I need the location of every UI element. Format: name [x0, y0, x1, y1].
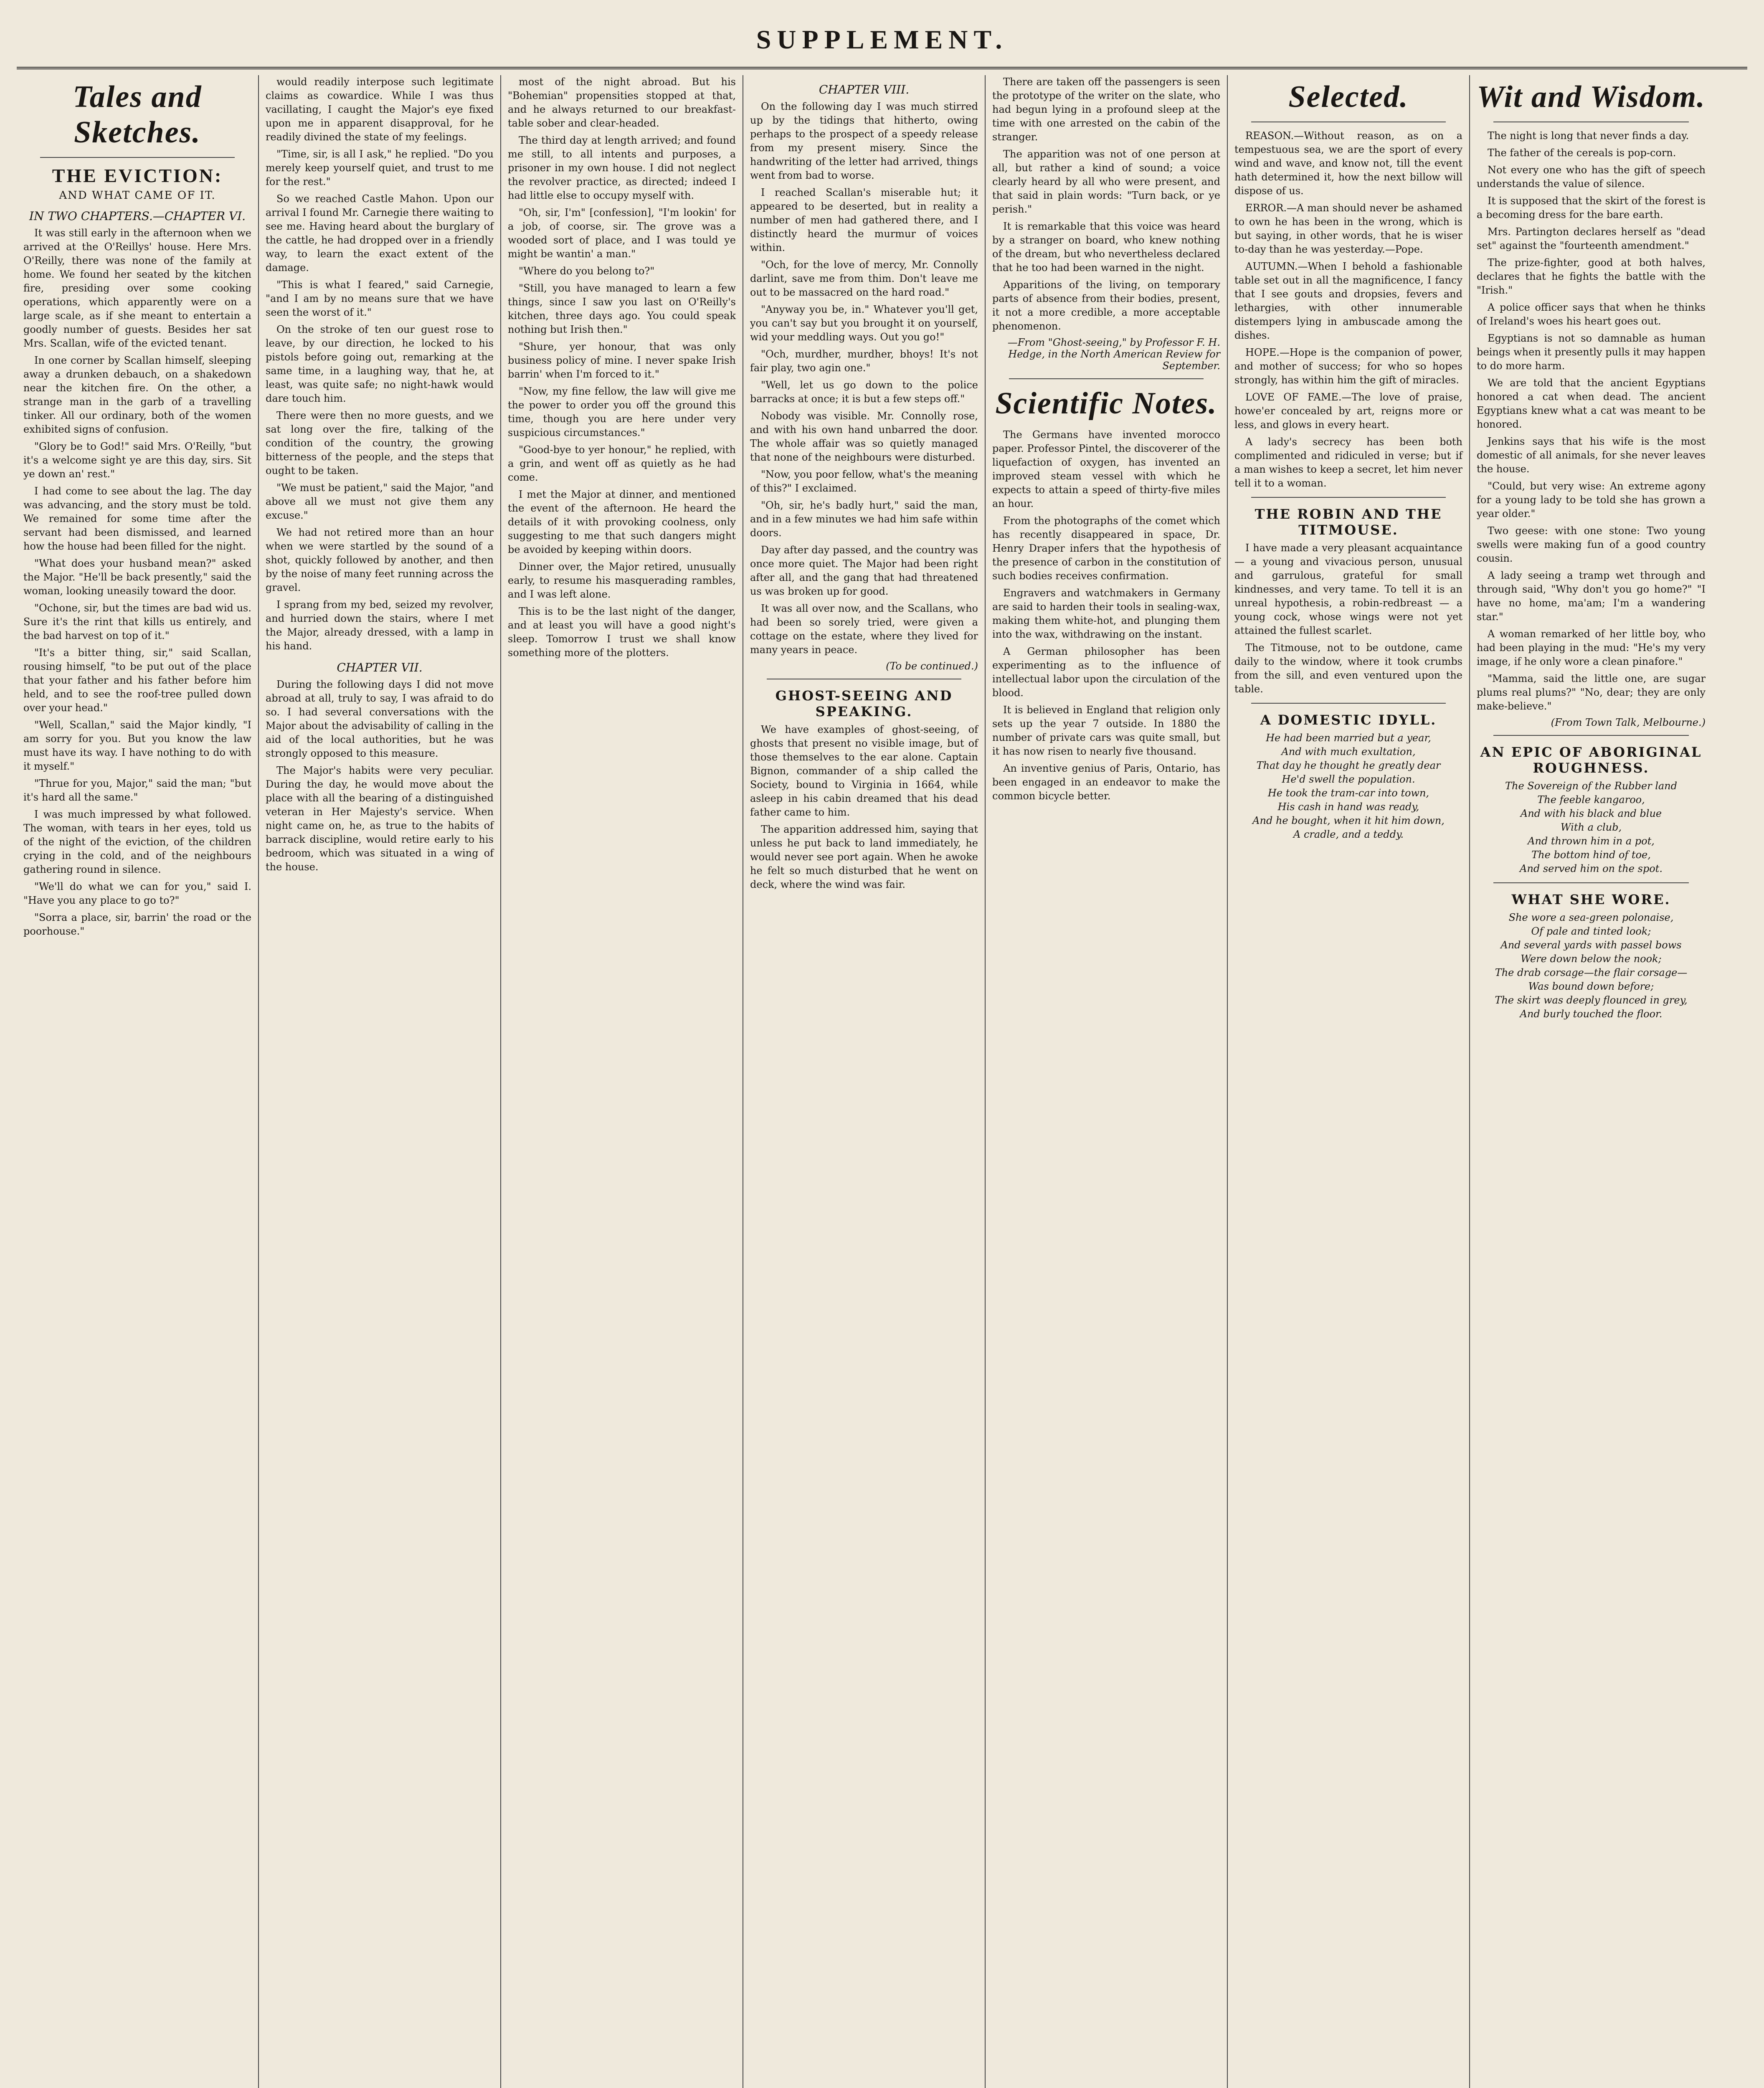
divider	[1009, 378, 1204, 379]
paragraph: The Germans have invented morocco paper. Professor Pintel, the discoverer of the liquefaction of oxygen, has invented an improved steam vessel with which he expects to attain a speed of thirty-five miles an hour.	[992, 429, 1220, 509]
paragraph: AUTUMN.—When I behold a fashionable table set out in all the magnificence, I fancy that I see gouts and dropsies, fevers and lethargies, with other innumerable distempers lying in ambuscade among the dishes.	[1234, 261, 1462, 341]
poem-line: And burly touched the floor.	[1520, 1008, 1663, 1020]
paragraph: I had come to see about the lag. The day was advancing, and the story must be told. We remained for some time after the servant had been dismissed, and learned how the house had been filled for the night.	[23, 485, 251, 552]
poem-line: And thrown him in a pot,	[1528, 835, 1655, 847]
paragraph: The Titmouse, not to be outdone, came daily to the window, where it took crumbs from the sill, and even ventured upon the table.	[1234, 642, 1462, 695]
paragraph: "Sorra a place, sir, barrin' the road or the poorhouse."	[23, 912, 251, 937]
paragraph: The father of the cereals is pop-corn.	[1488, 147, 1676, 159]
column-2	[259, 75, 501, 2088]
column-1	[17, 75, 259, 2088]
paragraph: "What does your husband mean?" asked the Major. "He'll be back presently," said the woman, looking uneasily toward the door.	[23, 557, 251, 597]
paragraph: HOPE.—Hope is the companion of power, and mother of success; for who so hopes strongly, has within him the gift of miracles.	[1234, 347, 1462, 386]
poem-line: The bottom hind of toe,	[1531, 849, 1651, 861]
column-7	[1470, 75, 1712, 2088]
poem-line: And with much exultation,	[1281, 746, 1416, 758]
poem-line: A cradle, and a teddy.	[1293, 829, 1404, 840]
chapter-label: CHAPTER VIII.	[819, 83, 910, 96]
newspaper-page	[17, 17, 1747, 2088]
divider	[1251, 497, 1446, 498]
paragraph: Not every one who has the gift of speech understands the value of silence.	[1477, 164, 1706, 190]
paragraph: "Well, let us go down to the police barracks at once; it is but a few steps off."	[750, 379, 978, 405]
section-head-tales: Tales and Sketches.	[73, 80, 202, 150]
paragraph: Engravers and watchmakers in Germany are said to harden their tools in sealing-wax, making them white-hot, and plunging them into the wax, withdrawing on the instant.	[992, 587, 1220, 640]
section-head-selected: Selected.	[1288, 80, 1409, 114]
column-6	[1228, 75, 1470, 2088]
poem-line: And served him on the spot.	[1520, 863, 1663, 874]
paragraph: It is believed in England that religion only sets up the year 7 outside. In 1880 the number of private cars was quite small, but it has now risen to nearly five thousand.	[992, 704, 1220, 757]
paragraph: There were then no more guests, and we sat long over the fire, talking of the condition of the country, the growing bitterness of the people, and the steps that ought to be taken.	[266, 410, 494, 476]
paragraph: A German philosopher has been experimenting as to the influence of intellectual labor upon the circulation of the blood.	[992, 646, 1220, 699]
paragraph: "Oh, sir, he's badly hurt," said the man, and in a few minutes we had him safe within doors.	[750, 499, 978, 539]
paragraph: A police officer says that when he thinks of Ireland's woes his heart goes out.	[1477, 302, 1706, 327]
paragraph: Apparitions of the living, on temporary parts of absence from their bodies, present, it not a more credible, a more acceptable phenomenon.	[992, 279, 1220, 332]
source-credit: (From Town Talk, Melbourne.)	[1551, 717, 1706, 728]
poem-line: Were down below the nook;	[1521, 953, 1662, 965]
paragraph: The apparition addressed him, saying that unless he put back to land immediately, he would never see port again. When he awoke he felt so much disturbed that he went on deck, where the wind was fair.	[750, 824, 978, 890]
poem-line: That day he thought he greatly dear	[1256, 760, 1441, 771]
poem-line: He took the tram-car into town,	[1267, 787, 1429, 799]
section-title-robin: THE ROBIN AND THE TITMOUSE.	[1255, 506, 1442, 538]
paragraph: "It's a bitter thing, sir," said Scallan, rousing himself, "to be put out of the place that your father and his father before him held, and to see the roof-tree pulled down over your head."	[23, 647, 251, 714]
paragraph: A woman remarked of her little boy, who had been playing in the mud: "He's my very image, if he only wore a clean pinafore."	[1477, 628, 1706, 667]
paragraph: On the following day I was much stirred up by the tidings that hitherto, owing perhaps to the prospect of a speedy release from my present misery. Since the handwriting of the letter had arrived, things went from bad to worse.	[750, 101, 978, 181]
paragraph: "Well, Scallan," said the Major kindly, "I am sorry for you. But you know the law must have its way. I have nothing to do with it myself."	[23, 719, 251, 772]
story-title: THE EVICTION:	[52, 165, 223, 186]
paragraph: The Major's habits were very peculiar. During the day, he would move about the place with all the bearing of a distinguished veteran in Her Majesty's service. When night came on, he, as true to the habits of barrack discipline, would retire early to his bedroom, which was situated in a wing of the house.	[266, 765, 494, 873]
paragraph: "Ochone, sir, but the times are bad wid us. Sure it's the rint that kills us entirely, and the bad harvest on top of it."	[23, 602, 251, 641]
paragraph: "Still, you have managed to learn a few things, since I saw you last on O'Reilly's kitchen, three days ago. You could speak nothing but Irish then."	[508, 282, 736, 335]
poem-line: She wore a sea-green polonaise,	[1508, 912, 1674, 923]
paragraph: "Och, for the love of mercy, Mr. Connolly darlint, save me from thim. Don't leave me out to be massacred on the hard road."	[750, 259, 978, 298]
paragraph: In one corner by Scallan himself, sleeping away a drunken debauch, on a shakedown near the kitchen fire. On the other, a strange man in the garb of a travelling tinker. All our ordinary, both of the women exhibited signs of confusion.	[23, 355, 251, 435]
paragraph: The apparition was not of one person at all, but rather a kind of sound; a voice clearly heard by all who were present, and that said in plain words: "Turn back, or ye perish."	[992, 148, 1220, 215]
column-5	[986, 75, 1228, 2088]
section-title-domestic-idyll: A DOMESTIC IDYLL.	[1260, 712, 1437, 728]
paragraph: Jenkins says that his wife is the most domestic of all animals, for she never leaves the house.	[1477, 436, 1706, 475]
masthead	[17, 17, 1747, 69]
paragraph: Day after day passed, and the country was once more quiet. The Major had been right after all, and the gang that had threatened us was broken up for good.	[750, 544, 978, 597]
paragraph: "Now, my fine fellow, the law will give me the power to order you off the ground this time, though you are here under very suspicious circumstances."	[508, 385, 736, 438]
paragraph: The night is long that never finds a day.	[1488, 130, 1689, 142]
paragraph: "Thrue for you, Major," said the man; "but it's hard all the same."	[23, 778, 251, 803]
paragraph: "Time, sir, is all I ask," he replied. "Do you merely keep yourself quiet, and trust to me for the rest."	[266, 148, 494, 188]
paragraph: We are told that the ancient Egyptians honored a cat when dead. The ancient Egyptians knew what a cat was meant to be honored.	[1477, 377, 1706, 430]
paragraph: "Anyway you be, in." Whatever you'll get, you can't say but you brought it on yourself, wid your meddling ways. Out you go!"	[750, 304, 978, 343]
paragraph: "Shure, yer honour, that was only business policy of mine. I never spake Irish barrin' when I'm forced to it."	[508, 341, 736, 380]
section-head-scientific-notes: Scientific Notes.	[995, 386, 1217, 421]
poem-line: He'd swell the population.	[1282, 773, 1415, 785]
story-subtitle: AND WHAT CAME OF IT.	[59, 189, 216, 202]
section-title-epic: AN EPIC OF ABORIGINAL ROUGHNESS.	[1480, 744, 1702, 776]
paragraph: "Mamma, said the little one, are sugar plums real plums?" "No, dear; they are only make-believe."	[1477, 673, 1706, 712]
paragraph: Egyptians is not so damnable as human beings when it presently pulls it may happen to do more harm.	[1477, 332, 1706, 372]
section-title-ghost-seeing: GHOST-SEEING AND SPEAKING.	[775, 688, 953, 720]
column-4	[743, 75, 986, 2088]
paragraph: "We'll do what we can for you," said I. "Have you any place to go to?"	[23, 881, 251, 906]
paragraph: It was still early in the afternoon when we arrived at the O'Reillys' house. Here Mrs. O'Reilly, there was none of the family at home. We found her seated by the kitchen fire, presiding over some cooking operations, which apparently were on a large scale, as if she meant to entertain a goodly number of guests. Besides her sat Mrs. Scallan, wife of the evicted tenant.	[23, 227, 251, 349]
paragraph: "Good-bye to yer honour," he replied, with a grin, and went off as quietly as he had come.	[508, 444, 736, 483]
paragraph: It is supposed that the skirt of the forest is a becoming dress for the bare earth.	[1477, 195, 1706, 220]
paragraph: I sprang from my bed, seized my revolver, and hurried down the stairs, where I met the Major, already dressed, with a lamp in his hand.	[266, 599, 494, 652]
poem-line: And several yards with passel bows	[1500, 939, 1682, 951]
paragraph: The third day at length arrived; and found me still, to all intents and purposes, a prisoner in my own house. I did not neglect the revolver practice, as directed; indeed I had little else to occupy myself with.	[508, 134, 736, 201]
poem-line: Was bound down before;	[1528, 981, 1654, 992]
paragraph: "Now, you poor fellow, what's the meaning of this?" I exclaimed.	[750, 469, 978, 494]
column-3	[501, 75, 743, 2088]
paragraph: A lady's secrecy has been both complimented and ridiculed in verse; but if a man wishes to keep a secret, let him never tell it to a woman.	[1234, 436, 1462, 489]
paragraph: It is remarkable that this voice was heard by a stranger on board, who knew nothing of the dream, but who nevertheless declared that he too had been warned in the night.	[992, 220, 1220, 274]
paragraph: I reached Scallan's miserable hut; it appeared to be deserted, but in reality a number of men had gathered there, and I distinctly heard the murmur of voices within.	[750, 187, 978, 253]
paragraph: Mrs. Partington declares herself as "dead set" against the "fourteenth amendment."	[1477, 226, 1706, 251]
paragraph: An inventive genius of Paris, Ontario, has been engaged in an endeavor to make the common bicycle better.	[992, 763, 1220, 802]
paragraph: I was much impressed by what followed. The woman, with tears in her eyes, told us of the night of the eviction, of the children crying in the cold, and of the neighbours gathering round in silence.	[23, 808, 251, 875]
paragraph: We have examples of ghost-seeing, of ghosts that present no visible image, but of those themselves to the ear alone. Captain Bignon, commander of a ship called the Society, bound to Virginia in 1664, while asleep in his cabin dreamed that his dead father came to him.	[750, 724, 978, 818]
poem	[1477, 779, 1706, 876]
paragraph: There are taken off the passengers is seen the prototype of the writer on the slate, who had begun lying in a profound sleep at the time with one arrested on the cabin of the stranger.	[992, 76, 1220, 143]
paragraph: Dinner over, the Major retired, unusually early, to resume his masquerading rambles, and I was left alone.	[508, 561, 736, 600]
paragraph: A lady seeing a tramp wet through and through said, "Why don't you go home?" "I have no home, ma'am; I'm a wandering star."	[1477, 570, 1706, 623]
paragraph: During the following days I did not move abroad at all, truly to say, I was afraid to do so. I had several conversations with the Major about the advisability of calling in the aid of the local authorities, but he was strongly opposed to this measure.	[266, 679, 494, 759]
paragraph: would readily interpose such legitimate claims as cowardice. While I was thus vacillating, I caught the Major's eye fixed upon me in apparent disapproval, for he readily divined the state of my feelings.	[266, 76, 494, 143]
section-head-wit-wisdom: Wit and Wisdom.	[1477, 80, 1706, 114]
poem-line: The Sovereign of the Rubber land	[1505, 780, 1677, 792]
section-title-what-she-wore: WHAT SHE WORE.	[1511, 892, 1671, 907]
paragraph: ERROR.—A man should never be ashamed to own he has been in the wrong, which is but saying, in other words, that he is wiser to-day than he was yesterday.—Pope.	[1234, 202, 1462, 255]
paragraph: So we reached Castle Mahon. Upon our arrival I found Mr. Carnegie there waiting to see me. Having heard about the burglary of the cattle, he had dropped over in a friendly way, to learn the exact extent of the damage.	[266, 193, 494, 274]
divider	[40, 157, 235, 158]
paragraph: "This is what I feared," said Carnegie, "and I am by no means sure that we have seen the worst of it."	[266, 279, 494, 318]
poem-line: Of pale and tinted look;	[1531, 925, 1651, 937]
poem	[1234, 731, 1462, 841]
columns	[17, 75, 1747, 2088]
paragraph: REASON.—Without reason, as on a tempestuous sea, we are the sport of every wind and wave, and know not, till the event hath determined it, how the next billow will dispose of us.	[1234, 130, 1462, 197]
to-be-continued: (To be continued.)	[886, 660, 978, 672]
paragraph: most of the night abroad. But his "Bohemian" propensities stopped at that, and he always returned to our breakfast-table sober and clear-headed.	[508, 76, 736, 129]
paragraph: The prize-fighter, good at both halves, declares that he fights the battle with the "Irish."	[1477, 257, 1706, 296]
paragraph: We had not retired more than an hour when we were startled by the sound of a shot, quickly followed by another, and then by the noise of many feet running across the gravel.	[266, 527, 494, 593]
paragraph: "Glory be to God!" said Mrs. O'Reilly, "but it's a welcome sight ye are this day, sirs. Sit ye down an' rest."	[23, 441, 251, 480]
paragraph: LOVE OF FAME.—The love of praise, howe'er concealed by art, reigns more or less, and glows in every heart.	[1234, 391, 1462, 431]
chapter-label: IN TWO CHAPTERS.—CHAPTER VI.	[29, 209, 246, 223]
paragraph: I met the Major at dinner, and mentioned the event of the afternoon. He heard the details of it with provoking coolness, only suggesting to me that such dangers might be avoided by keeping within doors.	[508, 489, 736, 555]
poem-line: With a club,	[1560, 821, 1622, 833]
poem-line: The drab corsage—the flair corsage—	[1495, 967, 1688, 978]
poem	[1477, 911, 1706, 1021]
paragraph: "Could, but very wise: An extreme agony for a young lady to be told she has grown a year older."	[1477, 480, 1706, 519]
paragraph: "We must be patient," said the Major, "and above all we must not give them any excuse."	[266, 482, 494, 521]
paragraph: Two geese: with one stone: Two young swells were making fun of a good country cousin.	[1477, 525, 1706, 564]
paragraph: Nobody was visible. Mr. Connolly rose, and with his own hand unbarred the door. The whole affair was so quietly managed that none of the neighbours were disturbed.	[750, 410, 978, 463]
paragraph: "Och, murdher, murdher, bhoys! It's not fair play, two agin one."	[750, 348, 978, 374]
poem-line: He had been married but a year,	[1266, 732, 1431, 744]
poem-line: And he bought, when it hit him down,	[1252, 815, 1445, 826]
paragraph: "Oh, sir, I'm" [confession], "I'm lookin' for a job, of coorse, sir. The grove was a wooded sort of place, and I was tould ye might be wantin' a man."	[508, 207, 736, 260]
divider	[1493, 882, 1689, 883]
source-credit: —From "Ghost-seeing," by Professor F. H. Hedge, in the North American Review for September.	[1007, 337, 1220, 372]
chapter-label: CHAPTER VII.	[337, 661, 423, 674]
poem-line: The feeble kangaroo,	[1537, 794, 1645, 806]
divider	[1493, 735, 1689, 736]
poem-line: And with his black and blue	[1520, 808, 1662, 819]
masthead-title: SUPPLEMENT.	[756, 25, 1008, 54]
paragraph: From the photographs of the comet which has recently disappeared in space, Dr. Henry Draper infers that the hypothesis of the presence of carbon in the constitution of such bodies receives confirmation.	[992, 515, 1220, 582]
paragraph: It was all over now, and the Scallans, who had been so sorely tried, were given a cottage on the estate, where they lived for many years in peace.	[750, 603, 978, 656]
paragraph: This is to be the last night of the danger, and at least you will have a good night's sleep. Tomorrow I trust we shall know something more of the plotters.	[508, 606, 736, 659]
paragraph: On the stroke of ten our guest rose to leave, by our direction, he locked to his pistols before going out, remarking at the same time, in a laughing way, that he, at least, was quite safe; no night-hawk would dare touch him.	[266, 324, 494, 404]
paragraph: "Where do you belong to?"	[519, 265, 655, 277]
poem-line: His cash in hand was ready,	[1277, 801, 1419, 813]
poem-line: The skirt was deeply flounced in grey,	[1495, 994, 1688, 1006]
paragraph: I have made a very pleasant acquaintance — a young and vivacious person, unusual and garrulous, grateful for small kindnesses, and very tame. To tell it is an unreal hypothesis, a robin-redbreast — a young cock, whose wings were not yet attained the fullest scarlet.	[1234, 542, 1462, 636]
divider	[1251, 703, 1446, 704]
